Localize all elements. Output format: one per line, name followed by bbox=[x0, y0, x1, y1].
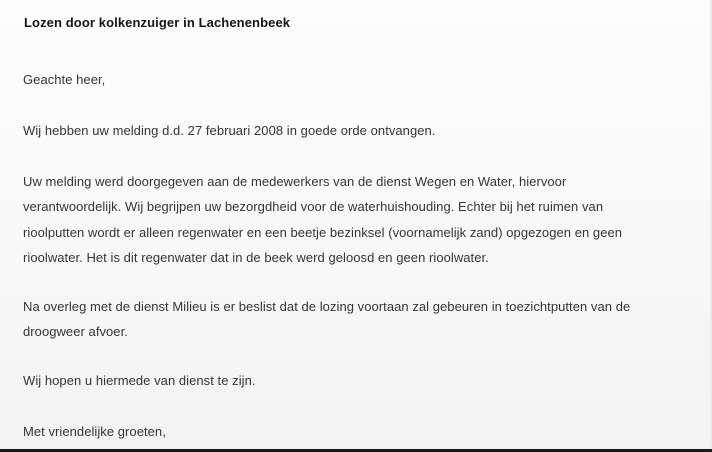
closing-greeting: Met vriendelijke groeten, bbox=[23, 424, 166, 439]
paragraph-decision-line-1: Na overleg met de dienst Milieu is er beslist dat de lozing voortaan zal gebeuren in toezichtputten van de bbox=[23, 299, 631, 314]
paragraph-explanation-line-3: rioolputten wordt er alleen regenwater en een beetje bezinksel (voornamelijk zand) opgezogen en geen bbox=[23, 225, 623, 240]
paragraph-explanation-line-1: Uw melding werd doorgegeven aan de medewerkers van de dienst Wegen en Water, hiervoor bbox=[23, 174, 567, 189]
paragraph-decision-line-2: droogweer afvoer. bbox=[23, 324, 128, 339]
paragraph-explanation-line-2: verantwoordelijk. Wij begrijpen uw bezorgdheid voor de waterhuishouding. Echter bij het ruimen van bbox=[23, 199, 604, 214]
paragraph-explanation-line-4: rioolwater. Het is dit regenwater dat in de beek werd geloosd en geen rioolwater. bbox=[23, 250, 489, 265]
letter-subject: Lozen door kolkenzuiger in Lachenenbeek bbox=[24, 15, 291, 30]
paragraph-acknowledgement: Wij hebben uw melding d.d. 27 februari 2008 in goede orde ontvangen. bbox=[23, 123, 436, 138]
salutation: Geachte heer, bbox=[23, 72, 106, 87]
paragraph-closing-wish: Wij hopen u hiermede van dienst te zijn. bbox=[23, 373, 256, 388]
